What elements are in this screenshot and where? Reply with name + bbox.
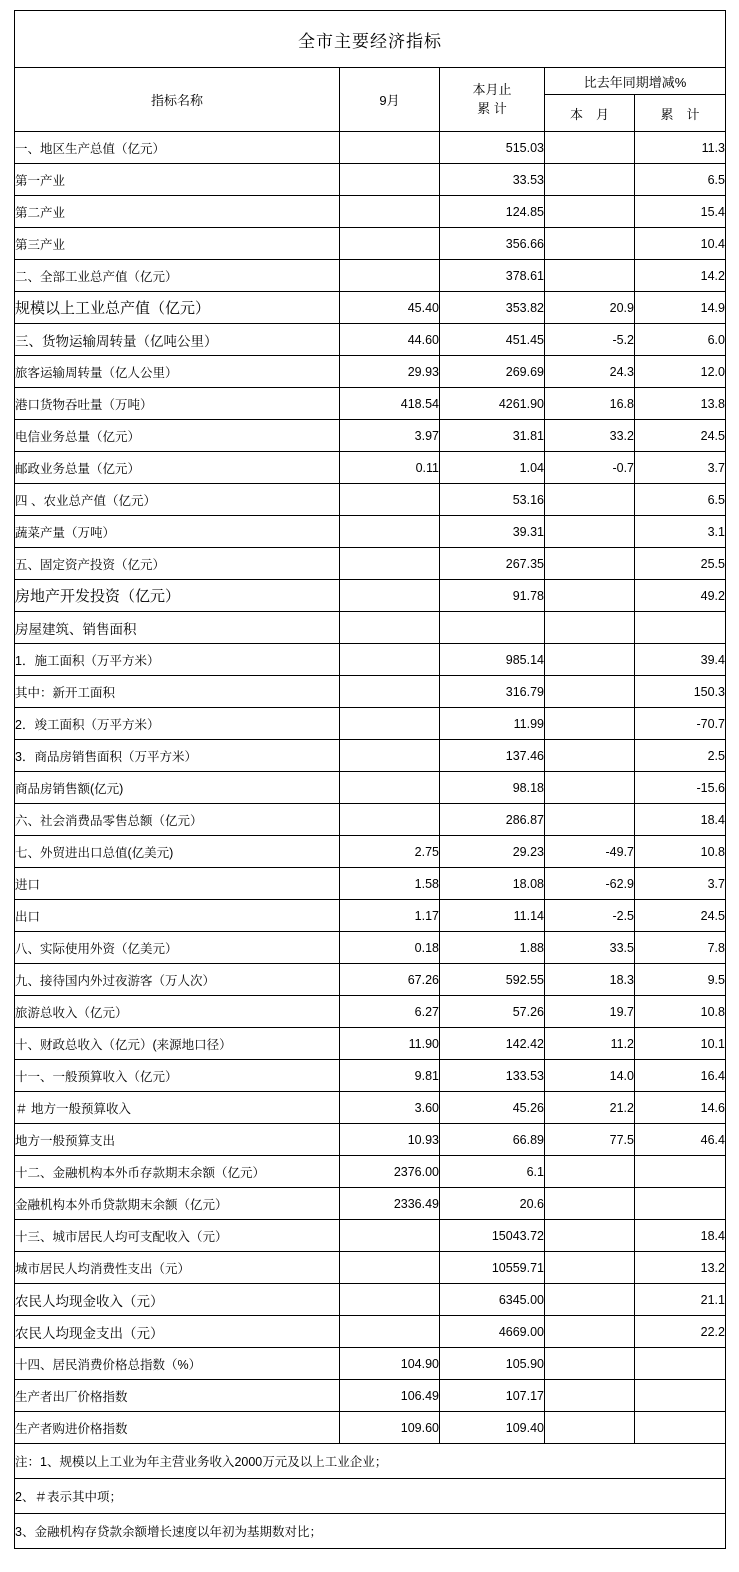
cell-cumulative: 1.88 — [440, 932, 545, 964]
notes-body — [15, 1444, 726, 1549]
cell-growth-cumulative — [635, 1380, 726, 1412]
table-row — [15, 772, 726, 804]
cell-cumulative: 66.89 — [440, 1124, 545, 1156]
cell-month — [340, 132, 440, 164]
row-label: 3．商品房销售面积（万平方米） — [15, 740, 340, 772]
cell-month — [340, 804, 440, 836]
cell-growth-month: 24.3 — [545, 356, 635, 388]
cell-cumulative: 378.61 — [440, 260, 545, 292]
row-label: 一、地区生产总值（亿元） — [15, 132, 340, 164]
cell-cumulative: 356.66 — [440, 228, 545, 260]
row-label: 出口 — [15, 900, 340, 932]
cell-cumulative: 124.85 — [440, 196, 545, 228]
table-row — [15, 420, 726, 452]
cell-growth-cumulative: 13.8 — [635, 388, 726, 420]
cell-growth-month: 21.2 — [545, 1092, 635, 1124]
row-label: 旅游总收入（亿元） — [15, 996, 340, 1028]
cell-cumulative: 109.40 — [440, 1412, 545, 1444]
row-label: 六、社会消费品零售总额（亿元） — [15, 804, 340, 836]
table-row — [15, 1316, 726, 1348]
cell-growth-cumulative — [635, 1348, 726, 1380]
table-row — [15, 836, 726, 868]
cell-month — [340, 1284, 440, 1316]
cell-month — [340, 484, 440, 516]
cell-cumulative: 107.17 — [440, 1380, 545, 1412]
row-label: 地方一般预算支出 — [15, 1124, 340, 1156]
row-label: 港口货物吞吐量（万吨） — [15, 388, 340, 420]
cell-month: 29.93 — [340, 356, 440, 388]
cell-growth-month — [545, 612, 635, 644]
cell-month — [340, 708, 440, 740]
table-title-row — [15, 11, 726, 68]
cell-month: 9.81 — [340, 1060, 440, 1092]
table-row — [15, 1412, 726, 1444]
cell-growth-month: -49.7 — [545, 836, 635, 868]
cell-growth-month — [545, 164, 635, 196]
cell-growth-month: 16.8 — [545, 388, 635, 420]
header-month: 9月 — [340, 68, 440, 132]
table-row — [15, 644, 726, 676]
cell-month — [340, 772, 440, 804]
row-label: 第三产业 — [15, 228, 340, 260]
cell-cumulative: 316.79 — [440, 676, 545, 708]
row-label: 生产者出厂价格指数 — [15, 1380, 340, 1412]
cell-cumulative: 98.18 — [440, 772, 545, 804]
cell-growth-month — [545, 1316, 635, 1348]
table-row — [15, 484, 726, 516]
cell-month: 2336.49 — [340, 1188, 440, 1220]
table-row — [15, 1380, 726, 1412]
table-row — [15, 292, 726, 324]
cell-growth-month — [545, 228, 635, 260]
table-row — [15, 1284, 726, 1316]
cell-growth-month — [545, 1380, 635, 1412]
row-label: 十二、金融机构本外币存款期末余额（亿元） — [15, 1156, 340, 1188]
row-label: 五、固定资产投资（亿元） — [15, 548, 340, 580]
cell-cumulative: 592.55 — [440, 964, 545, 996]
cell-growth-cumulative: 16.4 — [635, 1060, 726, 1092]
row-label: 2．竣工面积（万平方米） — [15, 708, 340, 740]
cell-cumulative: 45.26 — [440, 1092, 545, 1124]
cell-month: 6.27 — [340, 996, 440, 1028]
cell-cumulative: 53.16 — [440, 484, 545, 516]
cell-cumulative: 6.1 — [440, 1156, 545, 1188]
row-label: 第一产业 — [15, 164, 340, 196]
cell-cumulative: 353.82 — [440, 292, 545, 324]
cell-growth-month — [545, 1284, 635, 1316]
table-row — [15, 196, 726, 228]
row-label: 第二产业 — [15, 196, 340, 228]
cell-growth-cumulative: 24.5 — [635, 420, 726, 452]
cell-growth-cumulative: 49.2 — [635, 580, 726, 612]
cell-month: 109.60 — [340, 1412, 440, 1444]
cell-growth-month: 19.7 — [545, 996, 635, 1028]
cell-growth-month — [545, 196, 635, 228]
cell-growth-month — [545, 804, 635, 836]
cell-growth-cumulative: 46.4 — [635, 1124, 726, 1156]
table-row — [15, 804, 726, 836]
cell-cumulative: 11.99 — [440, 708, 545, 740]
cell-growth-cumulative: 14.2 — [635, 260, 726, 292]
table-row — [15, 996, 726, 1028]
cell-growth-month: 33.2 — [545, 420, 635, 452]
table-body — [15, 132, 726, 1444]
cell-cumulative: 33.53 — [440, 164, 545, 196]
table-row — [15, 1188, 726, 1220]
cell-growth-cumulative: 25.5 — [635, 548, 726, 580]
cell-cumulative: 269.69 — [440, 356, 545, 388]
row-label: 十一、一般预算收入（亿元） — [15, 1060, 340, 1092]
row-label: 电信业务总量（亿元） — [15, 420, 340, 452]
table-row — [15, 900, 726, 932]
cell-growth-cumulative: 3.7 — [635, 452, 726, 484]
row-label: 九、接待国内外过夜游客（万人次） — [15, 964, 340, 996]
cell-cumulative: 29.23 — [440, 836, 545, 868]
cell-month: 67.26 — [340, 964, 440, 996]
row-label: 农民人均现金支出（元） — [15, 1316, 340, 1348]
cell-growth-month: -62.9 — [545, 868, 635, 900]
cell-growth-month — [545, 1156, 635, 1188]
cell-growth-cumulative: 15.4 — [635, 196, 726, 228]
cell-cumulative: 142.42 — [440, 1028, 545, 1060]
cell-month: 104.90 — [340, 1348, 440, 1380]
cell-growth-month — [545, 132, 635, 164]
cell-growth-month — [545, 516, 635, 548]
cell-growth-month: -0.7 — [545, 452, 635, 484]
cell-growth-month: 20.9 — [545, 292, 635, 324]
row-label: 1．施工面积（万平方米） — [15, 644, 340, 676]
cell-month: 44.60 — [340, 324, 440, 356]
cell-growth-cumulative: 12.0 — [635, 356, 726, 388]
cell-growth-month — [545, 1348, 635, 1380]
row-label: 房屋建筑、销售面积 — [15, 612, 340, 644]
row-label: 金融机构本外币贷款期末余额（亿元） — [15, 1188, 340, 1220]
cell-growth-cumulative — [635, 1188, 726, 1220]
header-growth-cumulative: 累 计 — [635, 95, 726, 132]
header-growth-month: 本 月 — [545, 95, 635, 132]
cell-growth-cumulative: 13.2 — [635, 1252, 726, 1284]
row-label: 四 、农业总产值（亿元） — [15, 484, 340, 516]
row-label: 八、实际使用外资（亿美元） — [15, 932, 340, 964]
header-growth-group: 比去年同期增减% — [545, 68, 726, 95]
cell-growth-month — [545, 1252, 635, 1284]
note-text: 3、金融机构存贷款余额增长速度以年初为基期数对比； — [15, 1514, 726, 1549]
cell-growth-cumulative: 9.5 — [635, 964, 726, 996]
cell-month: 3.97 — [340, 420, 440, 452]
cell-cumulative: 57.26 — [440, 996, 545, 1028]
cell-month — [340, 164, 440, 196]
table-row — [15, 260, 726, 292]
table-row — [15, 1092, 726, 1124]
cell-month — [340, 1220, 440, 1252]
cell-cumulative — [440, 612, 545, 644]
table-row — [15, 1124, 726, 1156]
cell-growth-month — [545, 644, 635, 676]
note-row — [15, 1444, 726, 1479]
table-row — [15, 1060, 726, 1092]
cell-month — [340, 644, 440, 676]
cell-growth-cumulative: -70.7 — [635, 708, 726, 740]
cell-cumulative: 4669.00 — [440, 1316, 545, 1348]
cell-growth-cumulative: 10.8 — [635, 996, 726, 1028]
cell-month — [340, 196, 440, 228]
cell-growth-month — [545, 1412, 635, 1444]
row-label: 蔬菜产量（万吨） — [15, 516, 340, 548]
cell-growth-cumulative: 6.5 — [635, 484, 726, 516]
cell-growth-cumulative: 14.6 — [635, 1092, 726, 1124]
table-row — [15, 228, 726, 260]
cell-growth-month — [545, 260, 635, 292]
cell-growth-cumulative: 2.5 — [635, 740, 726, 772]
cell-growth-month — [545, 676, 635, 708]
row-label: 邮政业务总量（亿元） — [15, 452, 340, 484]
cell-cumulative: 105.90 — [440, 1348, 545, 1380]
cell-growth-cumulative: 21.1 — [635, 1284, 726, 1316]
main-economic-indicators-table — [14, 10, 726, 1444]
cell-growth-cumulative: 24.5 — [635, 900, 726, 932]
page-title: 全市主要经济指标 — [15, 11, 726, 68]
cell-cumulative: 39.31 — [440, 516, 545, 548]
cell-cumulative: 15043.72 — [440, 1220, 545, 1252]
header-row-1 — [15, 68, 726, 95]
table-row — [15, 708, 726, 740]
cell-month — [340, 1316, 440, 1348]
cell-cumulative: 31.81 — [440, 420, 545, 452]
cell-month: 45.40 — [340, 292, 440, 324]
row-label: ＃ 地方一般预算收入 — [15, 1092, 340, 1124]
cell-cumulative: 133.53 — [440, 1060, 545, 1092]
cell-cumulative: 451.45 — [440, 324, 545, 356]
cell-growth-cumulative — [635, 612, 726, 644]
cell-growth-cumulative: 3.1 — [635, 516, 726, 548]
cell-month: 1.58 — [340, 868, 440, 900]
table-row — [15, 740, 726, 772]
cell-growth-cumulative: 7.8 — [635, 932, 726, 964]
table-row — [15, 132, 726, 164]
table-row — [15, 932, 726, 964]
cell-growth-month — [545, 1220, 635, 1252]
cell-growth-month: 33.5 — [545, 932, 635, 964]
notes-table — [14, 1443, 726, 1549]
cell-cumulative: 985.14 — [440, 644, 545, 676]
cell-month — [340, 740, 440, 772]
cell-growth-cumulative: 10.4 — [635, 228, 726, 260]
cell-month: 3.60 — [340, 1092, 440, 1124]
row-label: 规模以上工业总产值（亿元） — [15, 292, 340, 324]
cell-cumulative: 1.04 — [440, 452, 545, 484]
cell-cumulative: 267.35 — [440, 548, 545, 580]
row-label: 其中：新开工面积 — [15, 676, 340, 708]
row-label: 十、财政总收入（亿元）(来源地口径） — [15, 1028, 340, 1060]
table-row — [15, 1156, 726, 1188]
cell-growth-cumulative: 11.3 — [635, 132, 726, 164]
row-label: 十四、居民消费价格总指数（%） — [15, 1348, 340, 1380]
table-row — [15, 388, 726, 420]
cell-growth-cumulative — [635, 1156, 726, 1188]
cell-growth-month: 11.2 — [545, 1028, 635, 1060]
cell-growth-cumulative: 3.7 — [635, 868, 726, 900]
cell-growth-cumulative: 6.5 — [635, 164, 726, 196]
table-row — [15, 676, 726, 708]
row-label: 十三、城市居民人均可支配收入（元） — [15, 1220, 340, 1252]
cell-cumulative: 286.87 — [440, 804, 545, 836]
note-text: 2、＃表示其中项； — [15, 1479, 726, 1514]
table-row — [15, 868, 726, 900]
cell-cumulative: 10559.71 — [440, 1252, 545, 1284]
table-row — [15, 580, 726, 612]
cell-growth-month: 14.0 — [545, 1060, 635, 1092]
cell-month: 11.90 — [340, 1028, 440, 1060]
cell-growth-cumulative: 10.1 — [635, 1028, 726, 1060]
cell-month: 0.11 — [340, 452, 440, 484]
table-row — [15, 452, 726, 484]
cell-growth-cumulative: 10.8 — [635, 836, 726, 868]
cell-month: 2.75 — [340, 836, 440, 868]
cell-month: 1.17 — [340, 900, 440, 932]
cell-month — [340, 676, 440, 708]
header-indicator-name: 指标名称 — [15, 68, 340, 132]
cell-cumulative: 18.08 — [440, 868, 545, 900]
cell-cumulative: 91.78 — [440, 580, 545, 612]
table-row — [15, 1252, 726, 1284]
header-cumulative-line2: 累 计 — [477, 100, 507, 116]
cell-growth-cumulative: 6.0 — [635, 324, 726, 356]
table-row — [15, 1348, 726, 1380]
cell-growth-cumulative: 22.2 — [635, 1316, 726, 1348]
cell-growth-month — [545, 772, 635, 804]
cell-growth-cumulative: 14.9 — [635, 292, 726, 324]
table-row — [15, 164, 726, 196]
table-row — [15, 964, 726, 996]
cell-growth-month — [545, 740, 635, 772]
cell-month — [340, 260, 440, 292]
cell-growth-month — [545, 484, 635, 516]
row-label: 城市居民人均消费性支出（元） — [15, 1252, 340, 1284]
row-label: 房地产开发投资（亿元） — [15, 580, 340, 612]
cell-growth-cumulative: 150.3 — [635, 676, 726, 708]
cell-growth-month — [545, 708, 635, 740]
header-cumulative — [440, 68, 545, 132]
note-row — [15, 1514, 726, 1549]
note-row — [15, 1479, 726, 1514]
cell-month: 2376.00 — [340, 1156, 440, 1188]
cell-cumulative: 6345.00 — [440, 1284, 545, 1316]
table-row — [15, 324, 726, 356]
row-label: 旅客运输周转量（亿人公里） — [15, 356, 340, 388]
cell-month: 10.93 — [340, 1124, 440, 1156]
cell-growth-cumulative: 18.4 — [635, 1220, 726, 1252]
cell-growth-month: 77.5 — [545, 1124, 635, 1156]
cell-month — [340, 612, 440, 644]
row-label: 商品房销售额(亿元) — [15, 772, 340, 804]
cell-growth-month — [545, 548, 635, 580]
row-label: 农民人均现金收入（元） — [15, 1284, 340, 1316]
table-row — [15, 1028, 726, 1060]
table-row — [15, 1220, 726, 1252]
cell-cumulative: 137.46 — [440, 740, 545, 772]
cell-month: 0.18 — [340, 932, 440, 964]
cell-month — [340, 1252, 440, 1284]
note-text: 注：1、规模以上工业为年主营业务收入2000万元及以上工业企业； — [15, 1444, 726, 1479]
cell-growth-month — [545, 1188, 635, 1220]
cell-growth-month: -5.2 — [545, 324, 635, 356]
row-label: 三、货物运输周转量（亿吨公里） — [15, 324, 340, 356]
cell-growth-month — [545, 580, 635, 612]
cell-month — [340, 548, 440, 580]
row-label: 七、外贸进出口总值(亿美元) — [15, 836, 340, 868]
row-label: 二、全部工业总产值（亿元） — [15, 260, 340, 292]
cell-growth-cumulative: 18.4 — [635, 804, 726, 836]
header-cumulative-line1: 本月止 — [472, 81, 512, 97]
table-row — [15, 516, 726, 548]
cell-growth-cumulative: -15.6 — [635, 772, 726, 804]
cell-cumulative: 515.03 — [440, 132, 545, 164]
cell-growth-cumulative: 39.4 — [635, 644, 726, 676]
cell-month: 418.54 — [340, 388, 440, 420]
cell-growth-cumulative — [635, 1412, 726, 1444]
cell-cumulative: 20.6 — [440, 1188, 545, 1220]
row-label: 生产者购进价格指数 — [15, 1412, 340, 1444]
cell-month: 106.49 — [340, 1380, 440, 1412]
cell-month — [340, 516, 440, 548]
table-row — [15, 548, 726, 580]
cell-cumulative: 11.14 — [440, 900, 545, 932]
cell-month — [340, 228, 440, 260]
cell-cumulative: 4261.90 — [440, 388, 545, 420]
table-row — [15, 356, 726, 388]
cell-growth-month: 18.3 — [545, 964, 635, 996]
cell-month — [340, 580, 440, 612]
table-row — [15, 612, 726, 644]
row-label: 进口 — [15, 868, 340, 900]
cell-growth-month: -2.5 — [545, 900, 635, 932]
